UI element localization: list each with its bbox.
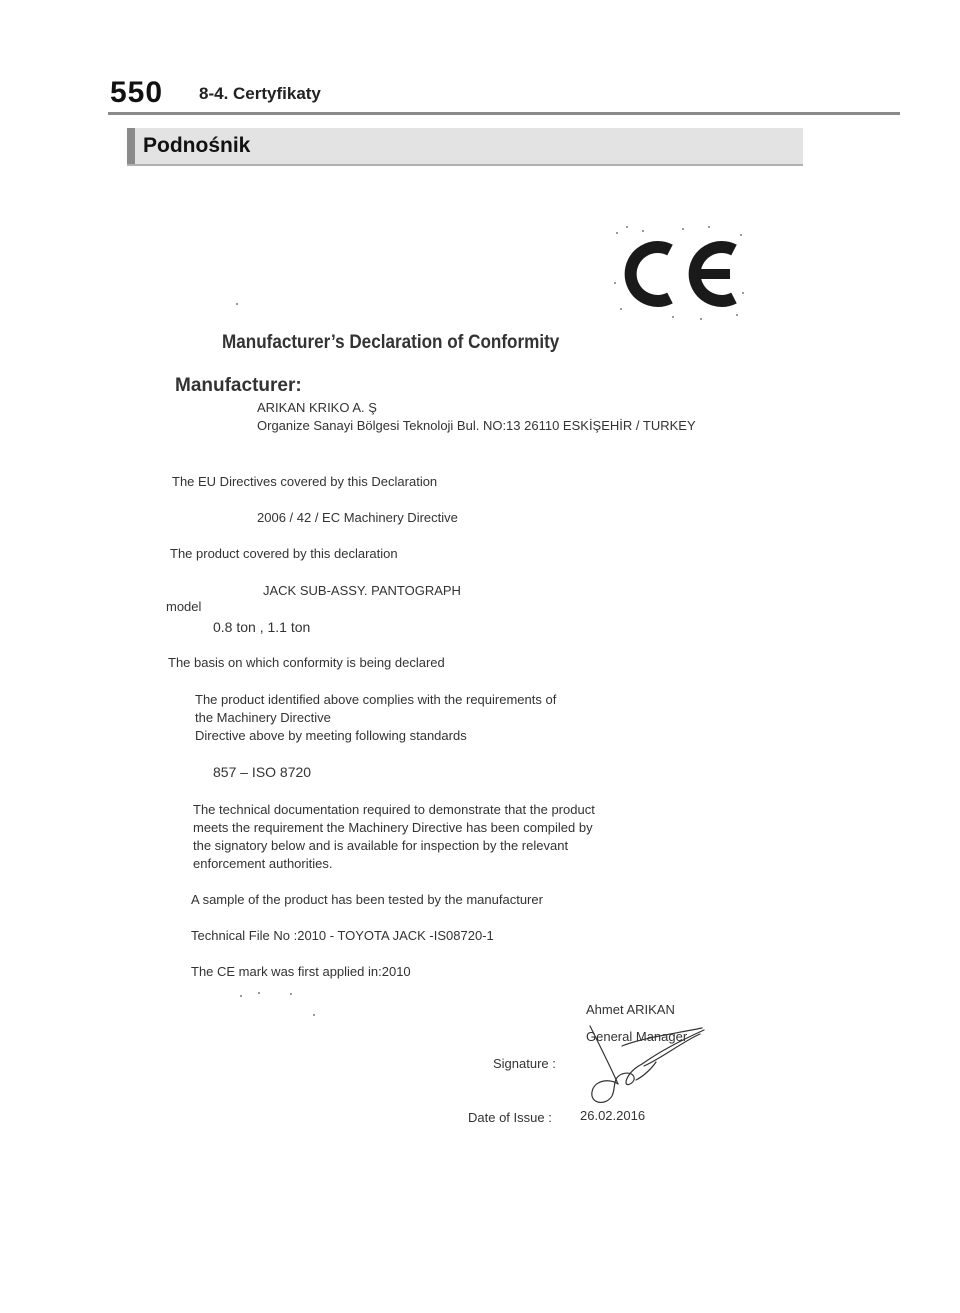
compliance-line: The product identified above complies with the requirements of (195, 692, 557, 707)
product-label: The product covered by this declaration (170, 546, 398, 561)
compliance-line: Directive above by meeting following standards (195, 728, 467, 743)
technical-doc-line: enforcement authorities. (193, 856, 333, 871)
technical-doc-line: meets the requirement the Machinery Directive has been compiled by (193, 820, 593, 835)
scan-speck (290, 993, 292, 995)
signature-scribble (582, 1020, 712, 1110)
signer-title: General Manager (586, 1029, 688, 1044)
technical-doc-line: the signatory below and is available for inspection by the relevant (193, 838, 569, 853)
header-rule (108, 112, 900, 115)
subsection-accent (127, 128, 135, 164)
date-value: 26.02.2016 (580, 1108, 646, 1123)
product-name: JACK SUB-ASSY. PANTOGRAPH (263, 583, 461, 598)
scan-speck (240, 995, 242, 997)
scan-speck (236, 303, 238, 305)
model-value: 0.8 ton , 1.1 ton (213, 619, 311, 635)
scan-speck (313, 1014, 315, 1016)
subsection-title: Podnośnik (143, 134, 251, 157)
compliance-line: the Machinery Directive (195, 710, 331, 725)
manufacturer-name: ARIKAN KRIKO A. Ş (257, 400, 377, 415)
directive-value: 2006 / 42 / EC Machinery Directive (257, 510, 458, 525)
ce-mark-logo (612, 222, 748, 322)
section-title: 8-4. Certyfikaty (199, 84, 321, 103)
sample-statement: A sample of the product has been tested by the manufacturer (191, 892, 543, 907)
signer-name: Ahmet ARIKAN (586, 1002, 675, 1017)
technical-doc-line: The technical documentation required to demonstrate that the product (193, 802, 595, 817)
basis-label: The basis on which conformity is being declared (168, 655, 445, 670)
scan-speck (258, 992, 260, 994)
signature-label: Signature : (493, 1056, 556, 1071)
manufacturer-label: Manufacturer: (175, 375, 302, 396)
declaration-title: Manufacturer’s Declaration of Conformity (222, 332, 560, 353)
subsection-heading (127, 128, 803, 166)
eu-directives-label: The EU Directives covered by this Declaration (172, 474, 438, 489)
ce-first-applied: The CE mark was first applied in:2010 (191, 964, 411, 979)
technical-file: Technical File No :2010 - TOYOTA JACK -IS08720-1 (191, 928, 494, 943)
manufacturer-address: Organize Sanayi Bölgesi Teknoloji Bul. NO:13 26110 ESKİŞEHİR / TURKEY (257, 418, 696, 433)
page-number: 550 (110, 76, 164, 109)
model-label: model (166, 599, 202, 614)
standard-value: 857 – ISO 8720 (213, 764, 312, 780)
date-label: Date of Issue : (468, 1110, 552, 1125)
